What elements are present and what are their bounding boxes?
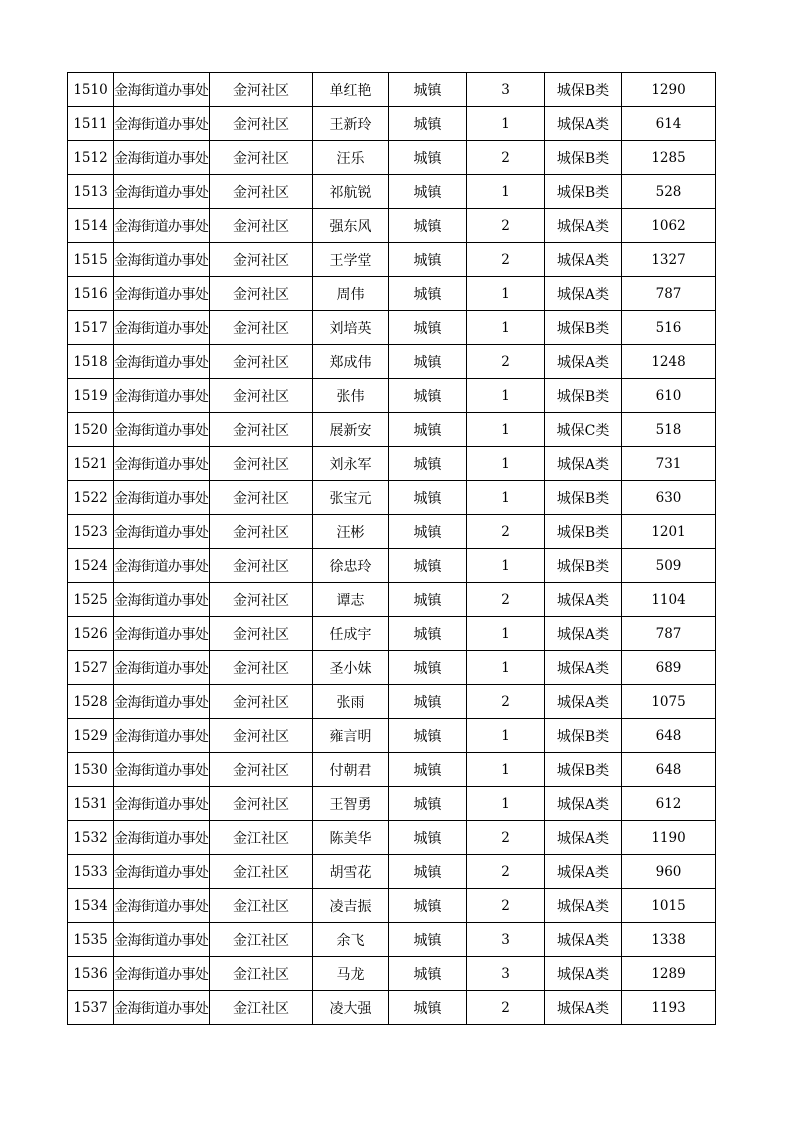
office-cell: 金海街道办事处 — [114, 855, 210, 889]
household-type-cell: 城镇 — [389, 719, 467, 753]
person-name-cell: 汪乐 — [313, 141, 389, 175]
table-row — [68, 923, 716, 957]
person-name-cell: 张伟 — [313, 379, 389, 413]
person-name-cell: 雍言明 — [313, 719, 389, 753]
category-cell: 城保A类 — [545, 243, 622, 277]
amount-cell: 1248 — [622, 345, 716, 379]
table-row — [68, 889, 716, 923]
household-type-cell: 城镇 — [389, 311, 467, 345]
category-cell: 城保A类 — [545, 277, 622, 311]
row-number-cell: 1513 — [68, 175, 114, 209]
amount-cell: 1201 — [622, 515, 716, 549]
category-cell: 城保B类 — [545, 175, 622, 209]
person-name-cell: 王学堂 — [313, 243, 389, 277]
office-cell: 金海街道办事处 — [114, 311, 210, 345]
person-name-cell: 徐忠玲 — [313, 549, 389, 583]
person-name-cell: 展新安 — [313, 413, 389, 447]
amount-cell: 787 — [622, 277, 716, 311]
office-cell: 金海街道办事处 — [114, 107, 210, 141]
category-cell: 城保A类 — [545, 107, 622, 141]
table-row — [68, 277, 716, 311]
community-cell: 金河社区 — [210, 583, 313, 617]
household-size-cell: 3 — [467, 957, 545, 991]
household-size-cell: 1 — [467, 481, 545, 515]
person-name-cell: 王智勇 — [313, 787, 389, 821]
category-cell: 城保A类 — [545, 651, 622, 685]
amount-cell: 787 — [622, 617, 716, 651]
category-cell: 城保A类 — [545, 209, 622, 243]
household-type-cell: 城镇 — [389, 175, 467, 209]
household-type-cell: 城镇 — [389, 209, 467, 243]
community-cell: 金河社区 — [210, 549, 313, 583]
category-cell: 城保A类 — [545, 957, 622, 991]
row-number-cell: 1515 — [68, 243, 114, 277]
person-name-cell: 马龙 — [313, 957, 389, 991]
community-cell: 金河社区 — [210, 175, 313, 209]
amount-cell: 1290 — [622, 73, 716, 107]
community-cell: 金河社区 — [210, 243, 313, 277]
table-row — [68, 753, 716, 787]
amount-cell: 1062 — [622, 209, 716, 243]
category-cell: 城保B类 — [545, 549, 622, 583]
amount-cell: 528 — [622, 175, 716, 209]
household-size-cell: 1 — [467, 719, 545, 753]
person-name-cell: 王新玲 — [313, 107, 389, 141]
amount-cell: 1190 — [622, 821, 716, 855]
person-name-cell: 余飞 — [313, 923, 389, 957]
household-size-cell: 2 — [467, 583, 545, 617]
household-type-cell: 城镇 — [389, 73, 467, 107]
table-row — [68, 73, 716, 107]
category-cell: 城保B类 — [545, 753, 622, 787]
household-type-cell: 城镇 — [389, 855, 467, 889]
amount-cell: 614 — [622, 107, 716, 141]
category-cell: 城保A类 — [545, 855, 622, 889]
office-cell: 金海街道办事处 — [114, 889, 210, 923]
row-number-cell: 1517 — [68, 311, 114, 345]
table-row — [68, 651, 716, 685]
amount-cell: 1338 — [622, 923, 716, 957]
household-type-cell: 城镇 — [389, 345, 467, 379]
community-cell: 金江社区 — [210, 889, 313, 923]
household-size-cell: 2 — [467, 515, 545, 549]
office-cell: 金海街道办事处 — [114, 957, 210, 991]
office-cell: 金海街道办事处 — [114, 141, 210, 175]
category-cell: 城保B类 — [545, 719, 622, 753]
table-row — [68, 787, 716, 821]
row-number-cell: 1530 — [68, 753, 114, 787]
household-type-cell: 城镇 — [389, 379, 467, 413]
household-size-cell: 2 — [467, 889, 545, 923]
office-cell: 金海街道办事处 — [114, 175, 210, 209]
community-cell: 金河社区 — [210, 311, 313, 345]
person-name-cell: 凌吉振 — [313, 889, 389, 923]
community-cell: 金河社区 — [210, 345, 313, 379]
row-number-cell: 1534 — [68, 889, 114, 923]
household-type-cell: 城镇 — [389, 243, 467, 277]
row-number-cell: 1519 — [68, 379, 114, 413]
office-cell: 金海街道办事处 — [114, 447, 210, 481]
amount-cell: 518 — [622, 413, 716, 447]
amount-cell: 1285 — [622, 141, 716, 175]
office-cell: 金海街道办事处 — [114, 243, 210, 277]
row-number-cell: 1525 — [68, 583, 114, 617]
amount-cell: 1193 — [622, 991, 716, 1025]
amount-cell: 1015 — [622, 889, 716, 923]
office-cell: 金海街道办事处 — [114, 617, 210, 651]
person-name-cell: 圣小妹 — [313, 651, 389, 685]
category-cell: 城保A类 — [545, 447, 622, 481]
amount-cell: 1075 — [622, 685, 716, 719]
household-size-cell: 2 — [467, 685, 545, 719]
row-number-cell: 1531 — [68, 787, 114, 821]
household-size-cell: 1 — [467, 277, 545, 311]
household-size-cell: 3 — [467, 923, 545, 957]
office-cell: 金海街道办事处 — [114, 923, 210, 957]
row-number-cell: 1520 — [68, 413, 114, 447]
household-size-cell: 2 — [467, 991, 545, 1025]
community-cell: 金河社区 — [210, 209, 313, 243]
table-body — [68, 73, 716, 1025]
table-row — [68, 481, 716, 515]
table-row — [68, 447, 716, 481]
community-cell: 金河社区 — [210, 481, 313, 515]
amount-cell: 610 — [622, 379, 716, 413]
table-row — [68, 583, 716, 617]
community-cell: 金河社区 — [210, 753, 313, 787]
household-type-cell: 城镇 — [389, 413, 467, 447]
community-cell: 金河社区 — [210, 73, 313, 107]
row-number-cell: 1511 — [68, 107, 114, 141]
household-size-cell: 1 — [467, 617, 545, 651]
table-row — [68, 549, 716, 583]
community-cell: 金河社区 — [210, 719, 313, 753]
household-type-cell: 城镇 — [389, 957, 467, 991]
household-size-cell: 2 — [467, 821, 545, 855]
office-cell: 金海街道办事处 — [114, 821, 210, 855]
community-cell: 金河社区 — [210, 515, 313, 549]
table-row — [68, 107, 716, 141]
row-number-cell: 1523 — [68, 515, 114, 549]
community-cell: 金河社区 — [210, 277, 313, 311]
category-cell: 城保C类 — [545, 413, 622, 447]
row-number-cell: 1518 — [68, 345, 114, 379]
office-cell: 金海街道办事处 — [114, 787, 210, 821]
person-name-cell: 祁航锐 — [313, 175, 389, 209]
row-number-cell: 1535 — [68, 923, 114, 957]
amount-cell: 630 — [622, 481, 716, 515]
community-cell: 金河社区 — [210, 651, 313, 685]
category-cell: 城保B类 — [545, 141, 622, 175]
person-name-cell: 郑成伟 — [313, 345, 389, 379]
household-size-cell: 2 — [467, 209, 545, 243]
row-number-cell: 1524 — [68, 549, 114, 583]
table-row — [68, 617, 716, 651]
office-cell: 金海街道办事处 — [114, 583, 210, 617]
household-type-cell: 城镇 — [389, 889, 467, 923]
office-cell: 金海街道办事处 — [114, 753, 210, 787]
household-size-cell: 1 — [467, 753, 545, 787]
amount-cell: 689 — [622, 651, 716, 685]
table-row — [68, 685, 716, 719]
office-cell: 金海街道办事处 — [114, 991, 210, 1025]
person-name-cell: 汪彬 — [313, 515, 389, 549]
category-cell: 城保A类 — [545, 345, 622, 379]
office-cell: 金海街道办事处 — [114, 209, 210, 243]
table-row — [68, 345, 716, 379]
table-row — [68, 311, 716, 345]
office-cell: 金海街道办事处 — [114, 549, 210, 583]
community-cell: 金江社区 — [210, 991, 313, 1025]
data-table — [67, 72, 716, 1025]
table-row — [68, 855, 716, 889]
household-type-cell: 城镇 — [389, 753, 467, 787]
office-cell: 金海街道办事处 — [114, 685, 210, 719]
person-name-cell: 张雨 — [313, 685, 389, 719]
amount-cell: 1104 — [622, 583, 716, 617]
household-size-cell: 1 — [467, 549, 545, 583]
row-number-cell: 1510 — [68, 73, 114, 107]
category-cell: 城保A类 — [545, 583, 622, 617]
row-number-cell: 1532 — [68, 821, 114, 855]
household-type-cell: 城镇 — [389, 821, 467, 855]
table-row — [68, 175, 716, 209]
household-type-cell: 城镇 — [389, 277, 467, 311]
row-number-cell: 1529 — [68, 719, 114, 753]
table-row — [68, 141, 716, 175]
category-cell: 城保B类 — [545, 379, 622, 413]
amount-cell: 731 — [622, 447, 716, 481]
table-row — [68, 413, 716, 447]
household-type-cell: 城镇 — [389, 685, 467, 719]
category-cell: 城保B类 — [545, 311, 622, 345]
category-cell: 城保A类 — [545, 923, 622, 957]
household-size-cell: 3 — [467, 73, 545, 107]
household-size-cell: 1 — [467, 107, 545, 141]
category-cell: 城保A类 — [545, 991, 622, 1025]
household-size-cell: 1 — [467, 787, 545, 821]
household-size-cell: 1 — [467, 175, 545, 209]
office-cell: 金海街道办事处 — [114, 277, 210, 311]
community-cell: 金江社区 — [210, 957, 313, 991]
person-name-cell: 张宝元 — [313, 481, 389, 515]
row-number-cell: 1516 — [68, 277, 114, 311]
household-size-cell: 1 — [467, 311, 545, 345]
household-size-cell: 1 — [467, 651, 545, 685]
community-cell: 金江社区 — [210, 855, 313, 889]
person-name-cell: 强东风 — [313, 209, 389, 243]
household-type-cell: 城镇 — [389, 481, 467, 515]
row-number-cell: 1522 — [68, 481, 114, 515]
row-number-cell: 1533 — [68, 855, 114, 889]
table-row — [68, 821, 716, 855]
row-number-cell: 1526 — [68, 617, 114, 651]
row-number-cell: 1536 — [68, 957, 114, 991]
amount-cell: 612 — [622, 787, 716, 821]
row-number-cell: 1537 — [68, 991, 114, 1025]
person-name-cell: 胡雪花 — [313, 855, 389, 889]
household-size-cell: 1 — [467, 379, 545, 413]
office-cell: 金海街道办事处 — [114, 719, 210, 753]
category-cell: 城保A类 — [545, 787, 622, 821]
row-number-cell: 1527 — [68, 651, 114, 685]
office-cell: 金海街道办事处 — [114, 651, 210, 685]
amount-cell: 1327 — [622, 243, 716, 277]
table-row — [68, 379, 716, 413]
office-cell: 金海街道办事处 — [114, 413, 210, 447]
category-cell: 城保A类 — [545, 821, 622, 855]
household-type-cell: 城镇 — [389, 549, 467, 583]
amount-cell: 516 — [622, 311, 716, 345]
amount-cell: 509 — [622, 549, 716, 583]
amount-cell: 1289 — [622, 957, 716, 991]
category-cell: 城保B类 — [545, 481, 622, 515]
household-type-cell: 城镇 — [389, 583, 467, 617]
community-cell: 金河社区 — [210, 447, 313, 481]
row-number-cell: 1512 — [68, 141, 114, 175]
community-cell: 金河社区 — [210, 617, 313, 651]
household-type-cell: 城镇 — [389, 787, 467, 821]
person-name-cell: 刘永军 — [313, 447, 389, 481]
person-name-cell: 刘培英 — [313, 311, 389, 345]
table-row — [68, 243, 716, 277]
office-cell: 金海街道办事处 — [114, 515, 210, 549]
person-name-cell: 谭志 — [313, 583, 389, 617]
household-size-cell: 1 — [467, 413, 545, 447]
amount-cell: 648 — [622, 719, 716, 753]
household-type-cell: 城镇 — [389, 515, 467, 549]
row-number-cell: 1528 — [68, 685, 114, 719]
amount-cell: 648 — [622, 753, 716, 787]
household-type-cell: 城镇 — [389, 991, 467, 1025]
community-cell: 金河社区 — [210, 787, 313, 821]
community-cell: 金河社区 — [210, 107, 313, 141]
household-type-cell: 城镇 — [389, 447, 467, 481]
community-cell: 金河社区 — [210, 413, 313, 447]
category-cell: 城保B类 — [545, 73, 622, 107]
community-cell: 金河社区 — [210, 379, 313, 413]
row-number-cell: 1521 — [68, 447, 114, 481]
person-name-cell: 单红艳 — [313, 73, 389, 107]
household-size-cell: 2 — [467, 243, 545, 277]
office-cell: 金海街道办事处 — [114, 73, 210, 107]
household-size-cell: 2 — [467, 345, 545, 379]
table-row — [68, 719, 716, 753]
household-type-cell: 城镇 — [389, 107, 467, 141]
category-cell: 城保A类 — [545, 617, 622, 651]
row-number-cell: 1514 — [68, 209, 114, 243]
table-row — [68, 515, 716, 549]
amount-cell: 960 — [622, 855, 716, 889]
category-cell: 城保B类 — [545, 515, 622, 549]
office-cell: 金海街道办事处 — [114, 379, 210, 413]
household-size-cell: 1 — [467, 447, 545, 481]
table-row — [68, 209, 716, 243]
household-size-cell: 2 — [467, 855, 545, 889]
category-cell: 城保A类 — [545, 685, 622, 719]
table-row — [68, 957, 716, 991]
household-type-cell: 城镇 — [389, 617, 467, 651]
household-type-cell: 城镇 — [389, 651, 467, 685]
category-cell: 城保A类 — [545, 889, 622, 923]
person-name-cell: 陈美华 — [313, 821, 389, 855]
community-cell: 金河社区 — [210, 685, 313, 719]
household-size-cell: 2 — [467, 141, 545, 175]
table-row — [68, 991, 716, 1025]
person-name-cell: 任成宇 — [313, 617, 389, 651]
community-cell: 金河社区 — [210, 141, 313, 175]
person-name-cell: 凌大强 — [313, 991, 389, 1025]
person-name-cell: 周伟 — [313, 277, 389, 311]
household-type-cell: 城镇 — [389, 923, 467, 957]
office-cell: 金海街道办事处 — [114, 481, 210, 515]
person-name-cell: 付朝君 — [313, 753, 389, 787]
community-cell: 金江社区 — [210, 821, 313, 855]
community-cell: 金江社区 — [210, 923, 313, 957]
office-cell: 金海街道办事处 — [114, 345, 210, 379]
household-type-cell: 城镇 — [389, 141, 467, 175]
